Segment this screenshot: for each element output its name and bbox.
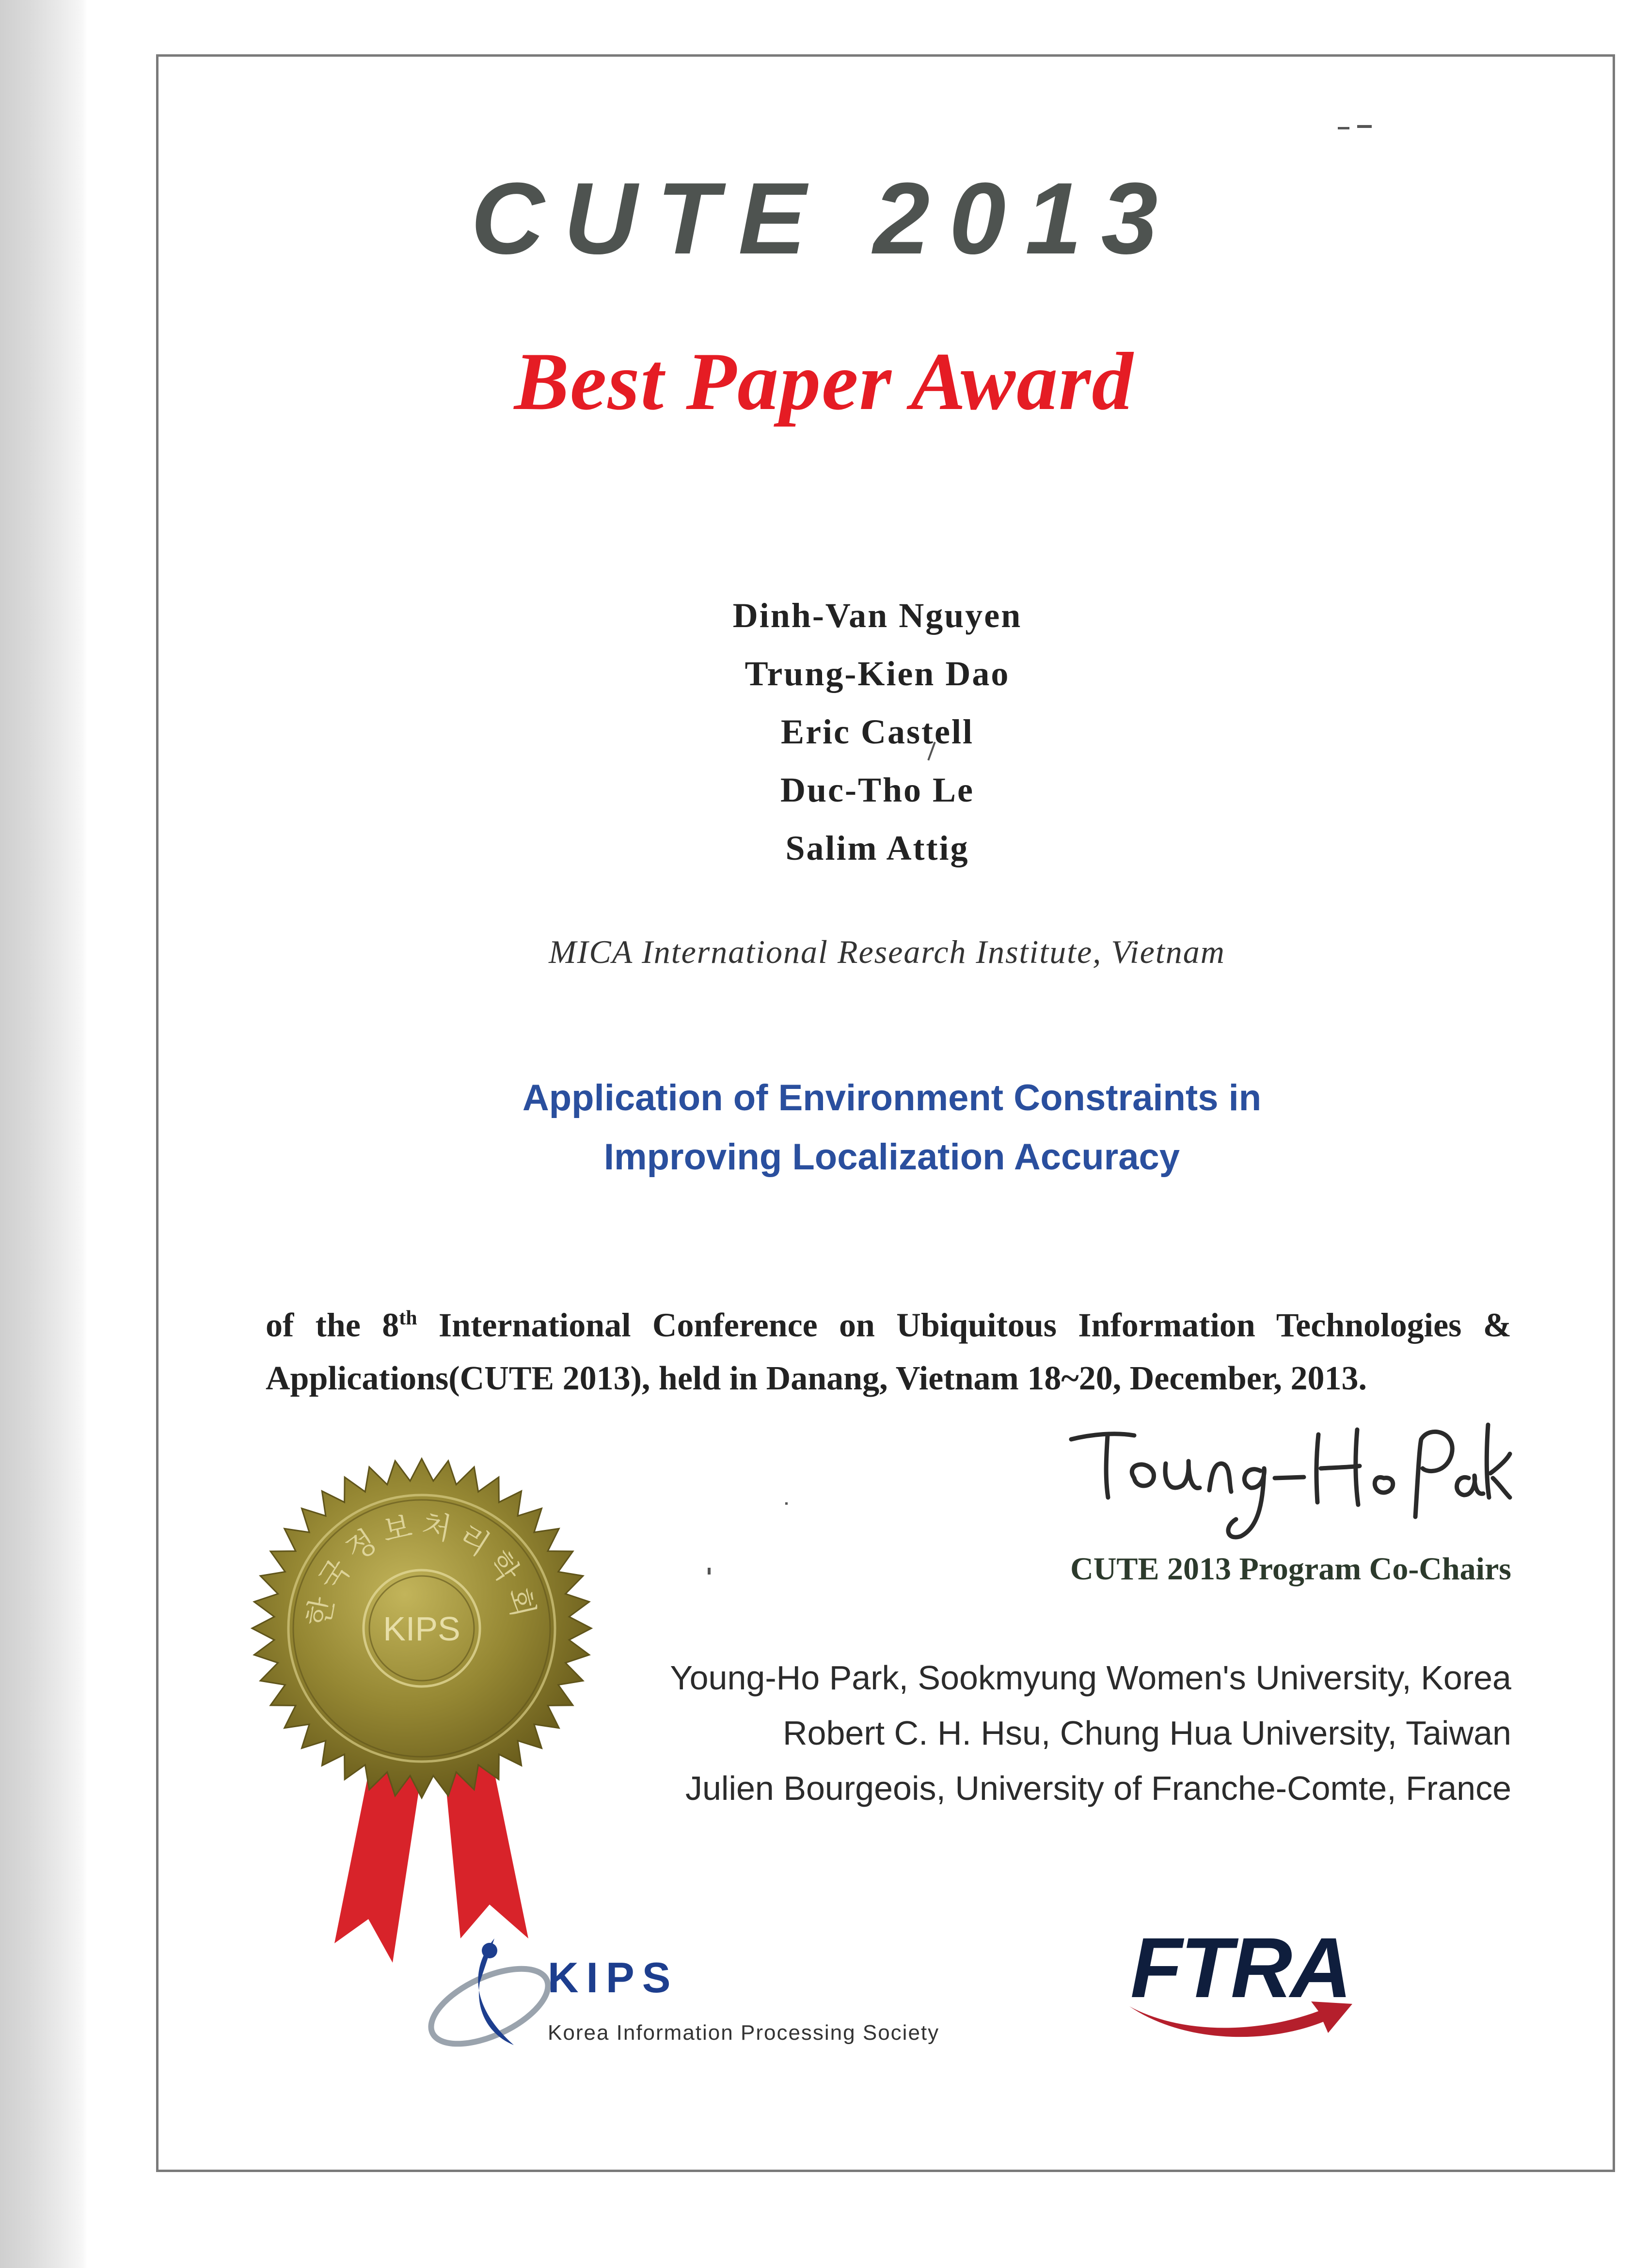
kips-logo	[417, 1924, 998, 2064]
author-name: Salim Attig	[785, 829, 969, 867]
award-title: Best Paper Award	[514, 336, 1134, 427]
institute-name: MICA International Research Institute, Vietnam	[549, 933, 1225, 970]
author-name: Dinh-Van Nguyen	[732, 596, 1022, 635]
scan-speck	[1338, 127, 1349, 129]
scan-speck	[785, 1502, 788, 1505]
statement-prefix: of the 8	[266, 1307, 399, 1344]
co-chairs-list	[582, 1650, 1511, 1816]
author-list	[0, 586, 1648, 877]
seal-center-text: KIPS	[383, 1610, 460, 1648]
scan-speck	[708, 1568, 711, 1575]
author-name: Eric Castell	[781, 712, 974, 751]
kips-name: KIPS	[548, 1953, 679, 2001]
author-name: Duc-Tho Le	[780, 771, 975, 809]
paper-title	[0, 1069, 1648, 1187]
event-title: CUTE 2013	[471, 161, 1177, 275]
award-statement	[266, 1292, 1511, 1405]
co-chair-entry: Robert C. H. Hsu, Chung Hua University, Taiwan	[782, 1714, 1511, 1752]
ftra-arrow-icon	[1125, 1919, 1367, 2045]
co-chair-entry: Young-Ho Park, Sookmyung Women's University, Korea	[670, 1659, 1511, 1697]
co-chair-entry: Julien Bourgeois, University of Franche-Comte, France	[685, 1769, 1511, 1807]
seal-ring-text: 한국정보처리학회	[300, 1507, 543, 1630]
signature-drawing	[1062, 1405, 1512, 1551]
paper-title-line: Application of Environment Constraints in	[522, 1077, 1262, 1118]
ftra-logo	[1125, 1919, 1367, 2045]
scan-speck	[1357, 125, 1372, 128]
author-name: Trung-Kien Dao	[745, 654, 1010, 693]
paper-title-line: Improving Localization Accuracy	[603, 1136, 1180, 1178]
kips-swoosh-icon	[417, 1924, 553, 2064]
kips-full-name: Korea Information Processing Society	[548, 2021, 940, 2045]
ftra-name: FTRA	[1130, 1921, 1350, 2016]
statement-ordinal: th	[399, 1307, 417, 1329]
signature	[1062, 1405, 1512, 1551]
co-chairs-label: CUTE 2013 Program Co-Chairs	[1070, 1551, 1511, 1587]
statement-suffix: International Conference on Ubiquitous Information Technologies & Applications(CUTE 2013), held in Danang, Vietnam 18~20, December, 2013.	[266, 1307, 1512, 1398]
